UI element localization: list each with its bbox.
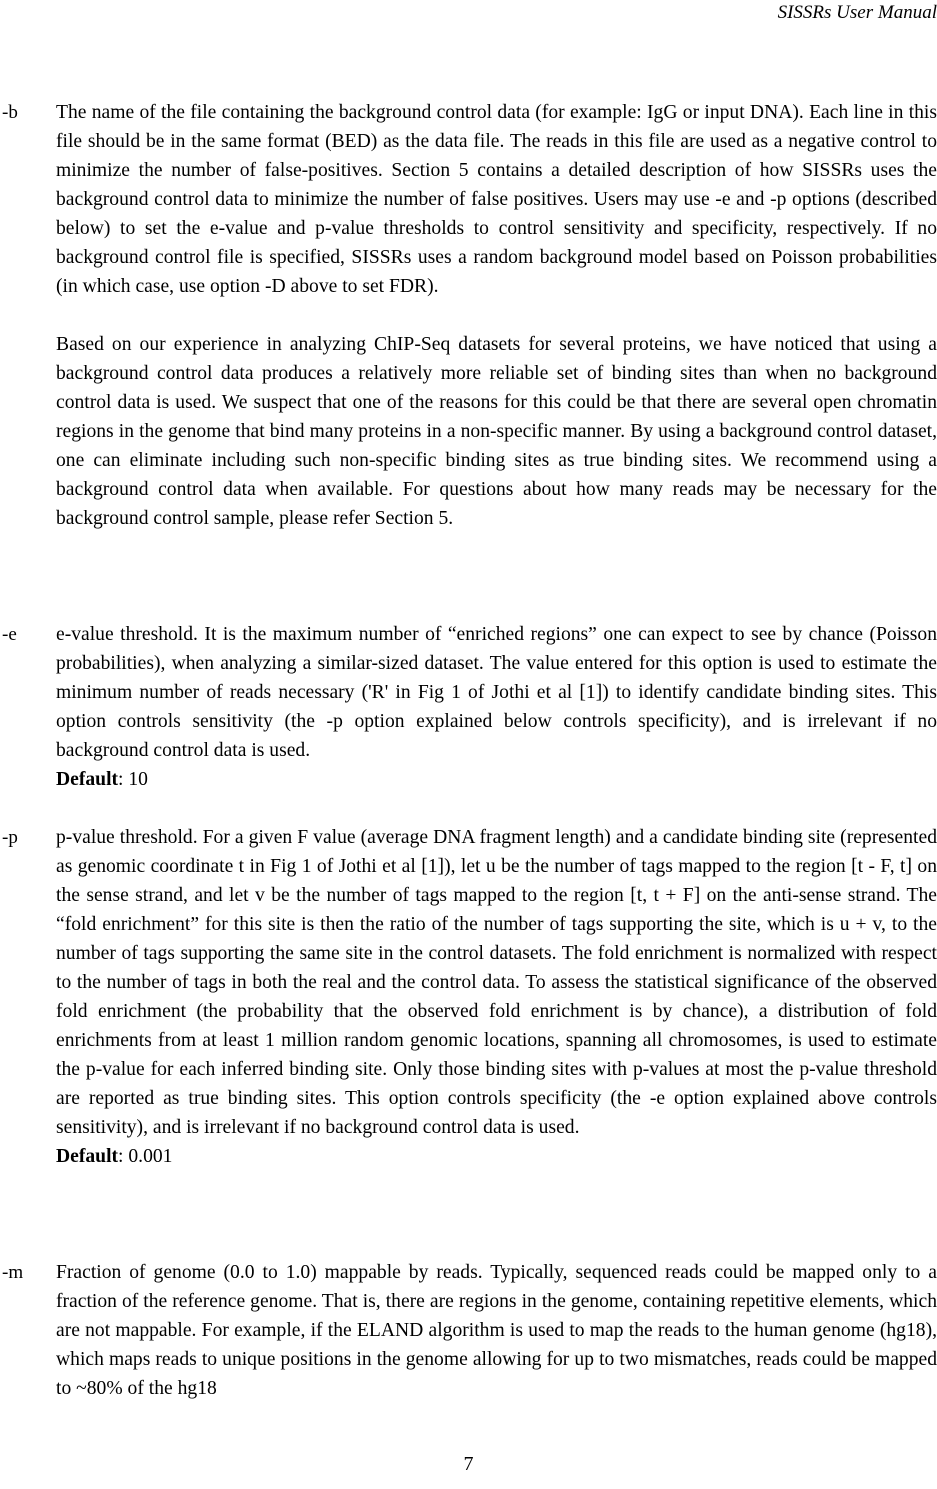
option-flag: -b — [2, 102, 18, 123]
default-value: : 10 — [118, 769, 148, 790]
default-line — [56, 765, 937, 794]
paragraph: e-value threshold. It is the maximum number of “enriched regions” one can expect to see by chance (Poisson probabilities), when analyzing a similar-sized dataset. The value entered for this option is used to estimate the minimum number of reads necessary ('R' in Fig 1 of Jothi et al [1]) to identify candidate binding sites. This option controls sensitivity (the -p option explained below controls specificity), and is irrelevant if no background control data is used. — [56, 624, 937, 761]
running-header: SISSRs User Manual — [777, 2, 937, 23]
option-b-entry — [0, 98, 937, 533]
option-description — [56, 98, 937, 533]
option-flag: -m — [2, 1262, 24, 1283]
option-p-entry — [0, 823, 937, 1171]
default-label: Default — [56, 1146, 119, 1167]
option-m-entry — [0, 1258, 937, 1403]
default-line — [56, 1142, 937, 1171]
default-value: : 0.001 — [118, 1146, 173, 1167]
page-number: 7 — [463, 1453, 474, 1475]
option-flag: -p — [2, 827, 18, 848]
option-flag: -e — [2, 624, 17, 645]
default-label: Default — [56, 769, 119, 790]
option-description — [56, 823, 937, 1171]
option-description — [56, 620, 937, 794]
option-e-entry — [0, 620, 937, 794]
paragraph: Based on our experience in analyzing ChIP-Seq datasets for several proteins, we have noticed that using a background control data produces a relatively more reliable set of binding sites than when no background control data is used. We suspect that one of the reasons for this could be that there are several open chromatin regions in the genome that bind many proteins in a non-specific manner. By using a background control dataset, one can eliminate including such non-specific binding sites as true binding sites. We recommend using a background control data when available. For questions about how many reads may be necessary for the background control sample, please refer Section 5. — [56, 334, 937, 529]
paragraph: p-value threshold. For a given F value (average DNA fragment length) and a candidate binding site (represented as genomic coordinate t in Fig 1 of Jothi et al [1]), let u be the number of tags mapped to the region [t - F, t] on the sense strand, and let v be the number of tags mapped to the region [t, t + F] on the anti-sense strand. The “fold enrichment” for this site is then the ratio of the number of tags supporting the site, which is u + v, to the number of tags supporting the same site in the control datasets. The fold enrichment is normalized with respect to the number of tags in both the real and the control data. To assess the statistical significance of the observed fold enrichment (the probability that the observed fold enrichment is by chance), a distribution of fold enrichments from at least 1 million random genomic locations, spanning all chromosomes, is used to estimate the p-value for each inferred binding site. Only those binding sites with p-values at most the p-value threshold are reported as true binding sites. This option controls specificity (the -e option explained above controls sensitivity), and is irrelevant if no background control data is used. — [56, 827, 937, 1138]
paragraph: Fraction of genome (0.0 to 1.0) mappable by reads. Typically, sequenced reads could be mapped only to a fraction of the reference genome. That is, there are regions in the genome, containing repetitive elements, which are not mappable. For example, if the ELAND algorithm is used to map the reads to the human genome (hg18), which maps reads to unique positions in the genome allowing for up to two mismatches, reads could be mapped to ~80% of the hg18 — [56, 1262, 937, 1399]
option-description — [56, 1258, 937, 1403]
paragraph: The name of the file containing the background control data (for example: IgG or input DNA). Each line in this file should be in the same format (BED) as the data file. The reads in this file are used as a negative control to minimize the number of false-positives. Section 5 contains a detailed description of how SISSRs uses the background control data to minimize the number of false positives. Users may use -e and -p options (described below) to set the e-value and p-value thresholds to control sensitivity and specificity, respectively. If no background control file is specified, SISSRs uses a random background model based on Poisson probabilities (in which case, use option -D above to set FDR). — [56, 102, 937, 297]
